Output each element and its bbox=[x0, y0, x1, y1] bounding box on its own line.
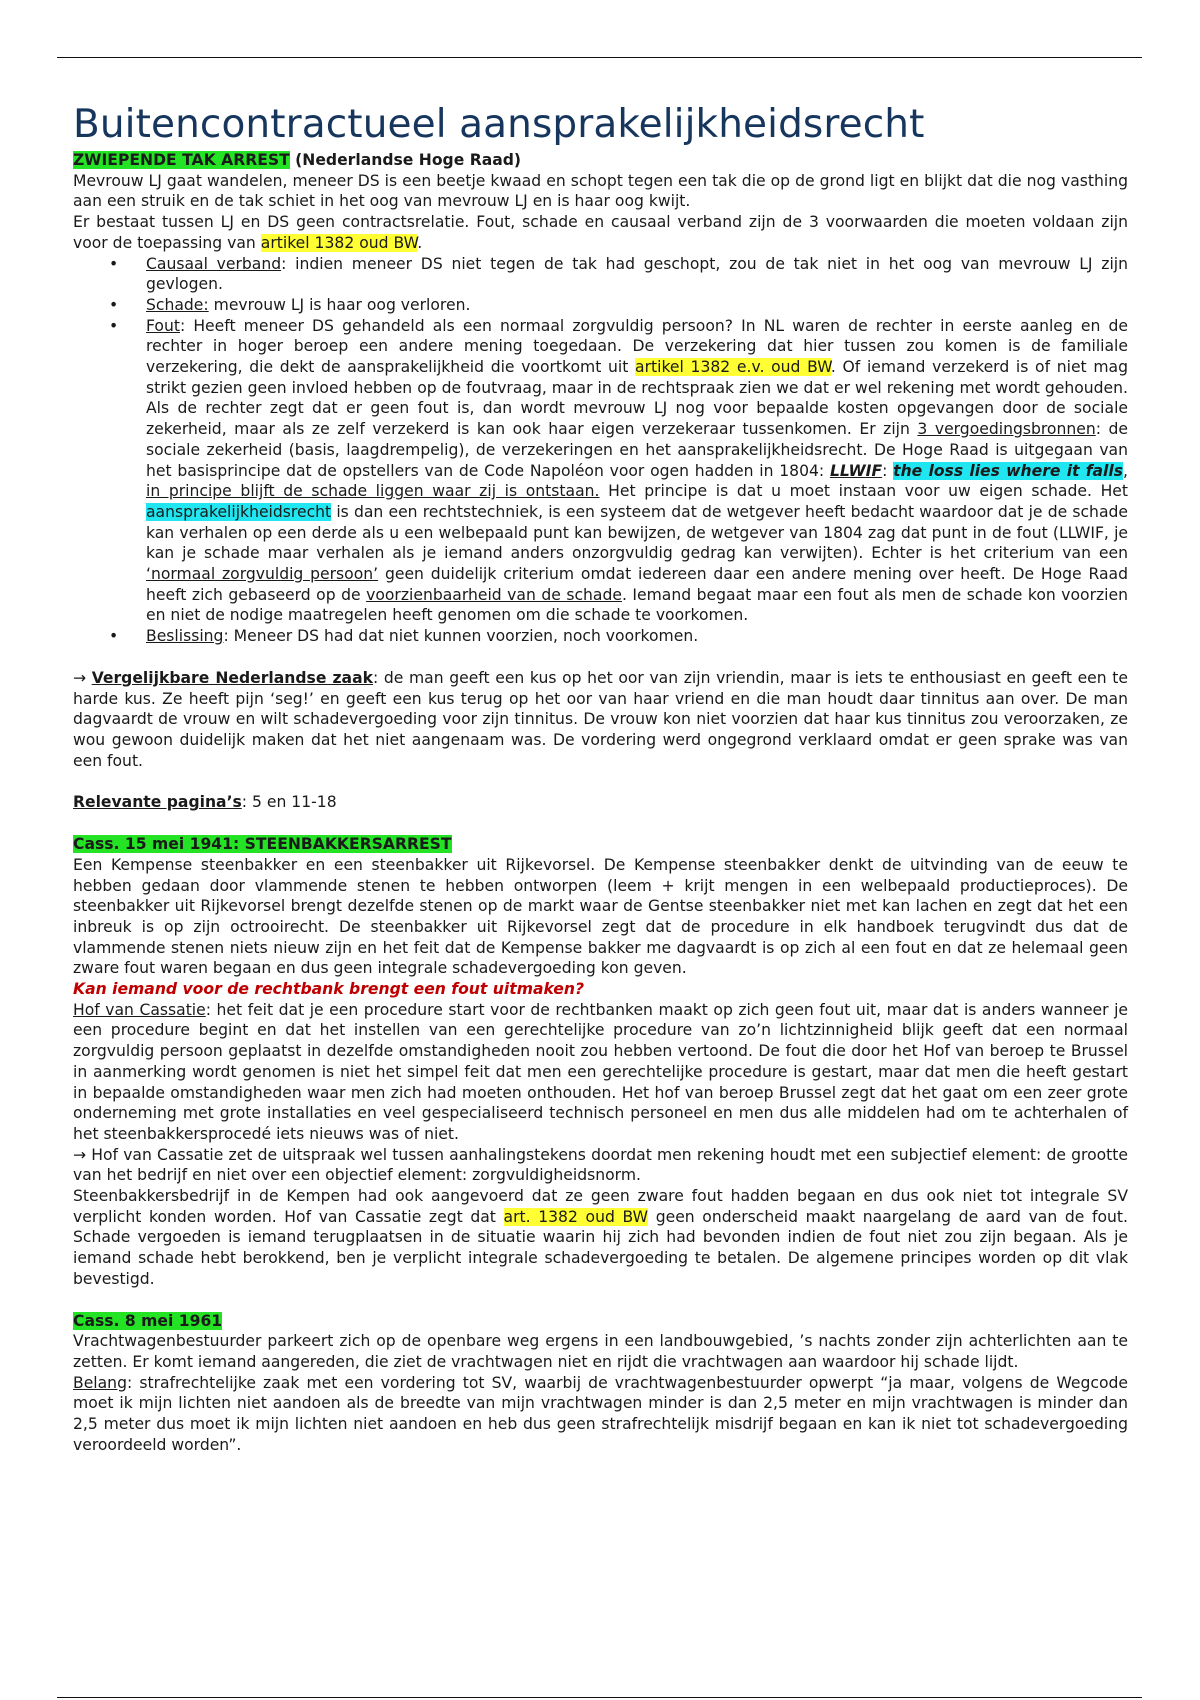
text-run: : strafrechtelijke zaak met een vordering tot SV, waarbij de vrachtwagenbestuurder opwerpt “ja maar, volgens de Wegcode moet ik mijn lichten niet aandoen als de breedte van mijn vrachtwagen minder is dan 2,5 meter en mijn vrachtwagen is minder dan 2,5 meter dus moet ik mijn lichten niet aandoen en heb dus geen strafrechtelijk misdrijf begaan en kan ik niet tot schadevergoeding veroordeeld worden”. bbox=[73, 1373, 1128, 1454]
latin-maxim-highlight: the loss lies where it falls bbox=[893, 461, 1124, 480]
bullet-icon: • bbox=[109, 316, 119, 335]
underlined-term: 3 vergoedingsbronnen bbox=[917, 420, 1096, 439]
heading-highlight: Cass. 15 mei 1941: STEENBAKKERSARREST bbox=[73, 835, 452, 854]
bullet-list bbox=[73, 254, 1128, 647]
paragraph bbox=[73, 1000, 1128, 1145]
paragraph: Een Kempense steenbakker en een steenbakker uit Rijkevorsel. De Kempense steenbakker denkt de uitvinding van de eeuw te hebben gedaan door vlammende stenen te hebben ontworpen (leem + krijt mengen in een welbepaald productieproces). De steenbakker uit Rijkevorsel brengt dezelfde stenen op de markt waar de Gentse steenbakker niet met kan lachen en zegt dat het een inbreuk is op zijn octrooirecht. De steenbakker uit Rijkevorsel zegt dat de procedure in elk handboek terugvindt dus dat de vlammende stenen niets nieuw zijn en het feit dat de Kempense bakker me dagvaardt is op zich al een fout en dat ze helemaal geen zware fout waren begaan en dus geen integrale schadevergoeding kon geven. bbox=[73, 855, 1128, 978]
text-run: Het principe is dat u moet instaan voor uw eigen schade. Het bbox=[599, 482, 1128, 501]
header-rule bbox=[57, 57, 1142, 58]
item-text: : Meneer DS had dat niet kunnen voorzien, noch voorkomen. bbox=[223, 627, 699, 646]
llwif-term: LLWIF bbox=[829, 461, 883, 480]
document-title: Buitencontractueel aansprakelijkheidsrecht bbox=[73, 102, 925, 147]
underlined-term: ‘normaal zorgvuldig persoon’ bbox=[146, 565, 379, 584]
paragraph-comparable-case bbox=[73, 668, 1128, 772]
text-run: . Of iemand verzekerd is of niet mag strikt gezien geen invloed hebben op de foutvraag, maar in de rechtspraak zien we dat er wel rekening met wordt gehouden. Als de rechter zegt dat er geen fout is, dan wordt mevrouw LJ nog voor bepaalde kosten opgevangen door de sociale zekerheid, maar als ze zelf verzekerd is kan ook haar eigen verzekeraar tussenkomen. Er zijn bbox=[146, 358, 1128, 439]
text-run: , bbox=[1123, 461, 1128, 480]
section-heading-zwiepende-tak bbox=[73, 150, 1128, 171]
paragraph bbox=[73, 1186, 1128, 1290]
text-run: : het feit dat je een procedure start voor de rechtbanken maakt op zich geen fout uit, maar dat is anders wanneer je een procedure begint en dat het instellen van een gerechtelijke procedure van zo’n lichtzinnigheid blijk geeft dat een normaal zorgvuldig persoon geplaatst in dezelfde omstandigheden nooit zou hebben vertoond. De fout die door het Hof van beroep te Brussel in aanmerking wordt genomen is niet het simpel feit dat men een gerechtelijke procedure is gestart, maar dat men die heeft gestart in bepaalde omstandigheden waar men zich had moeten onthouden. Het hof van beroep Brussel zegt dat het gaat om een zeer grote onderneming met grote installaties en veel gespecialiseerd technisch personeel en men dus alle middelen had om te achterhalen of het steenbakkersprocedé iets nieuws was of niet. bbox=[73, 1000, 1128, 1143]
text-run: . Iemand begaat maar een fout als men de schade kon voorzien en niet de nodige maatregelen heeft genomen om die schade te voorkomen. bbox=[146, 585, 1128, 625]
text-run: geen onderscheid maakt naargelang de aard van de fout. Schade vergoeden is iemand terugplaatsen in de situatie waarin hij zich had bevonden indien de fout niet zou zijn begaan. Als je iemand schade hebt berokkend, ben je verplicht integrale schadevergoeding te betalen. De algemene principes worden op dit vlak bevestigd. bbox=[73, 1207, 1128, 1288]
article-highlight: artikel 1382 e.v. oud BW bbox=[635, 358, 831, 377]
heading-suffix: (Nederlandse Hoge Raad) bbox=[289, 151, 522, 169]
item-label: Schade: bbox=[146, 295, 209, 314]
text-run: . bbox=[417, 233, 423, 252]
term-highlight: aansprakelijkheidsrecht bbox=[146, 502, 332, 521]
paragraph: Vrachtwagenbestuurder parkeert zich op de openbare weg ergens in een landbouwgebied, ’s nachts zonder zijn achterlichten aan te zetten. Er komt iemand aangereden, die ziet de vrachtwagen niet en rijdt die vrachtwagen aan waardoor hij schade lijdt. bbox=[73, 1332, 1128, 1371]
relevant-pages bbox=[73, 792, 1128, 813]
relevant-pages-value: : 5 en 11-18 bbox=[241, 793, 337, 812]
text-run: is dan een rechtstechniek, is een systeem dat de wetgever heeft bedacht waardoor dat je de schade kan verhalen op een derde als u een welbepaald punt kan bewijzen, de wetgever van 1804 zag dat punt in de fout (LLWIF, je kan je schade maar verhalen als je iemand anders onzorgvuldig gedrag kan verwijten). Echter is het criterium van een bbox=[146, 502, 1128, 563]
paragraph bbox=[73, 1145, 1128, 1186]
item-label: Causaal verband bbox=[146, 254, 282, 273]
text-run: Hof van Cassatie zet de uitspraak wel tussen aanhalingstekens doordat men rekening houdt met een subjectief element: de grootte van het bedrijf en niet over een objectief element: zorgvuldigheidsnorm. bbox=[73, 1145, 1129, 1185]
relevant-pages-label: Relevante pagina’s bbox=[73, 793, 242, 812]
underlined-term: voorzienbaarheid van de schade bbox=[366, 585, 622, 604]
item-label: Beslissing bbox=[146, 627, 224, 646]
item-text: : indien meneer DS niet tegen de tak had geschopt, zou de tak niet in het oog van mevrouw LJ zijn gevlogen. bbox=[146, 254, 1129, 294]
paragraph bbox=[73, 212, 1128, 253]
paragraph bbox=[73, 1373, 1128, 1456]
list-item bbox=[109, 295, 1128, 316]
text-run: : de sociale zekerheid (basis, laagdrempelig), de verzekeringen en het aansprakelijkheidsrecht. De Hoge Raad is uitgegaan van het basisprincipe dat de opstellers van de Code Napoléon voor ogen hadden in 1804: bbox=[146, 420, 1128, 480]
arrow-icon: → bbox=[73, 1145, 92, 1164]
list-item bbox=[109, 316, 1128, 627]
article-highlight: artikel 1382 oud BW bbox=[260, 233, 418, 252]
bullet-icon: • bbox=[109, 254, 119, 273]
item-text: mevrouw LJ is haar oog verloren. bbox=[208, 295, 471, 314]
court-label: Hof van Cassatie bbox=[73, 1000, 206, 1019]
belang-label: Belang bbox=[73, 1373, 127, 1392]
arrow-icon: → bbox=[73, 668, 92, 687]
text-run: geen duidelijk criterium omdat iedereen daar een andere mening over heeft. De Hoge Raad heeft zich gebaseerd op de bbox=[146, 565, 1128, 604]
list-item bbox=[109, 254, 1129, 295]
text-run: : de man geeft een kus op het oor van zijn vriendin, maar is iets te enthousiast en geeft een te harde kus. Ze heeft pijn ‘seg!’ en geeft een kus terug op het oor van haar vriend en die man houdt daar tinnitus aan over. De man dagvaardt de vrouw en wilt schadevergoeding voor zijn tinnitus. De vrouw kon niet voorzien dat haar kus tinnitus zou veroorzaken, ze wou gewoon duidelijk maken dat het niet aangenaam was. De vordering werd ongegrond verklaard omdat er geen sprake was van een fout. bbox=[73, 668, 1128, 770]
bullet-icon: • bbox=[109, 627, 119, 646]
section-heading-cass-1961 bbox=[73, 1311, 1128, 1332]
text-run: : bbox=[882, 461, 894, 480]
list-item bbox=[109, 626, 1128, 647]
text-run: Steenbakkersbedrijf in de Kempen had ook aangevoerd dat ze geen zware fout hadden begaan en dus ook niet tot integrale SV verplicht konden worden. Hof van Cassatie zegt dat bbox=[73, 1187, 1128, 1226]
bullet-icon: • bbox=[109, 295, 119, 314]
text-run: : Heeft meneer DS gehandeld als een normaal zorgvuldig persoon? In NL waren de rechter in eerste aanleg en de rechter in hoger beroep een andere mening toegedaan. De verzekering dat hier tussen zou komen is de familiale verzekering, die dekt de aansprakelijkheid die voortkomt uit bbox=[146, 316, 1128, 377]
question-heading: Kan iemand voor de rechtbank brengt een fout uitmaken? bbox=[73, 980, 584, 999]
text-run: Er bestaat tussen LJ en DS geen contractsrelatie. Fout, schade en causaal verband zijn de 3 voorwaarden die moeten voldaan zijn voor de toepassing van bbox=[73, 213, 1128, 252]
document-page bbox=[73, 102, 1128, 1455]
heading-highlight: Cass. 8 mei 1961 bbox=[73, 1311, 223, 1330]
article-highlight: art. 1382 oud BW bbox=[503, 1207, 649, 1226]
comparable-case-label: Vergelijkbare Nederlandse zaak bbox=[91, 668, 373, 687]
paragraph: Mevrouw LJ gaat wandelen, meneer DS is een beetje kwaad en schopt tegen een tak die op de grond ligt en blijkt dat die nog vasthing aan een struik en de tak schiet in het oog van mevrouw LJ en is haar oog kwijt. bbox=[73, 171, 1128, 211]
underlined-term: in principe blijft de schade liggen waar zij is ontstaan. bbox=[146, 482, 600, 501]
heading-highlight: ZWIEPENDE TAK ARREST bbox=[73, 151, 290, 169]
section-heading-steenbakkersarrest bbox=[73, 834, 1128, 855]
item-label: Fout bbox=[146, 316, 180, 335]
footer-rule bbox=[57, 1697, 1142, 1698]
